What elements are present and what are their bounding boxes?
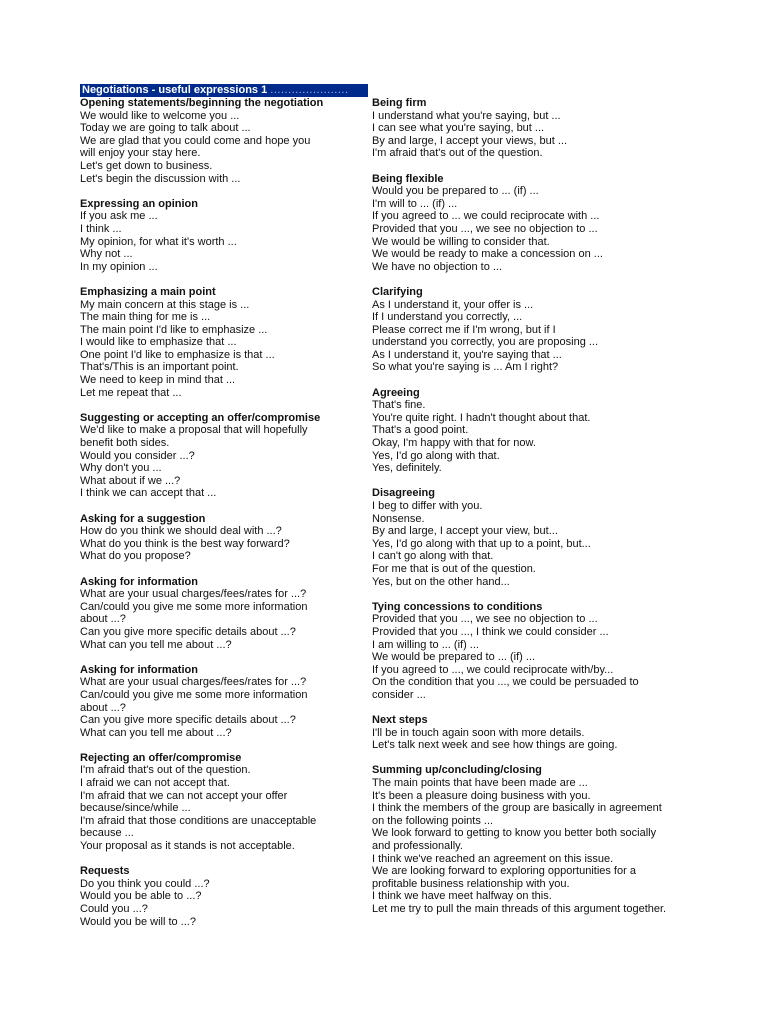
- expression-line: because ...: [80, 827, 134, 840]
- expression-line: That's/This is an important point.: [80, 361, 239, 374]
- left-sections: [80, 97, 370, 928]
- expression-line: So what you're saying is ... Am I right?: [372, 361, 559, 374]
- title-dots: ......................: [270, 84, 349, 96]
- expression-line: The main point I'd like to emphasize ...: [80, 323, 268, 336]
- expression-line: Can you give more specific details about ...?: [80, 714, 296, 727]
- expression-line: What do you propose?: [80, 550, 191, 563]
- expression-line: It's been a pleasure doing business with you.: [372, 789, 591, 802]
- section-heading: Asking for information: [80, 663, 198, 676]
- expression-line: We would be prepared to ... (if) ...: [372, 651, 536, 664]
- expression-line: I can see what you're saying, but ...: [372, 122, 545, 135]
- expression-line: We would like to welcome you ...: [80, 109, 240, 122]
- expression-line: Would you be able to ...?: [80, 890, 202, 903]
- expression-line: What are your usual charges/fees/rates for ...?: [80, 588, 307, 601]
- section-heading: Asking for information: [80, 575, 198, 588]
- expression-line: Let's begin the discussion with ...: [80, 172, 241, 185]
- section-heading: Asking for a suggestion: [80, 512, 206, 525]
- expression-line: We would be ready to make a concession on ...: [372, 248, 603, 261]
- expression-line: Can you give more specific details about ...?: [80, 625, 296, 638]
- section-asking-for-a-suggestion: [80, 513, 370, 563]
- expression-line: I think ...: [80, 222, 122, 235]
- expression-line: Could you ...?: [80, 903, 148, 915]
- expression-line: Provided that you ..., we see no objection to ...: [372, 222, 598, 235]
- expression-line: understand you correctly, you are proposing ...: [372, 336, 599, 349]
- section-heading: Suggesting or accepting an offer/compromise: [80, 411, 321, 424]
- expression-line: Yes, I'd go along with that up to a point, but...: [372, 537, 591, 550]
- expression-line: What can you tell me about ...?: [80, 638, 232, 651]
- expression-line: We have no objection to ...: [372, 260, 503, 273]
- expression-line: Let's talk next week and see how things are going.: [372, 739, 618, 752]
- expression-line: What do you think is the best way forward?: [80, 537, 290, 550]
- expression-line: By and large, I accept your views, but ...: [372, 134, 568, 147]
- expression-line: Yes, definitely.: [372, 462, 442, 475]
- expression-line: Provided that you ..., I think we could consider ...: [372, 625, 609, 638]
- expression-line: Let me try to pull the main threads of this argument together.: [372, 903, 667, 915]
- expression-line: If you ask me ...: [80, 210, 158, 223]
- expression-line: Would you consider ...?: [80, 449, 195, 462]
- section-heading: Tying concessions to conditions: [372, 600, 543, 613]
- section-heading: Rejecting an offer/compromise: [80, 751, 242, 764]
- expression-line: If I understand you correctly, ...: [372, 311, 523, 324]
- expression-line: Do you think you could ...?: [80, 877, 210, 890]
- section-rejecting-an-offer-compromise: [80, 752, 370, 853]
- expression-line: Your proposal as it stands is not acceptable.: [80, 840, 295, 853]
- section-heading: Being firm: [372, 97, 427, 109]
- expression-line: We need to keep in mind that ...: [80, 374, 236, 387]
- section-asking-for-information: [80, 664, 370, 740]
- expression-line: What can you tell me about ...?: [80, 726, 232, 739]
- section-heading: Being flexible: [372, 172, 444, 185]
- expression-line: I'm afraid that's out of the question.: [80, 764, 251, 777]
- expression-line: I'm afraid that we can not accept your offer: [80, 789, 288, 802]
- document-title: Negotiations - useful expressions 1: [82, 84, 268, 96]
- section-heading: Opening statements/beginning the negotiation: [80, 97, 324, 109]
- section-emphasizing-a-main-point: [80, 286, 370, 399]
- expression-line: Why not ...: [80, 248, 133, 261]
- expression-line: In my opinion ...: [80, 260, 158, 273]
- expression-line: I think we have meet halfway on this.: [372, 890, 552, 903]
- expression-line: What about if we ...?: [80, 474, 181, 487]
- expression-line: How do you think we should deal with ...?: [80, 525, 282, 538]
- expression-line: Okay, I'm happy with that for now.: [372, 437, 536, 450]
- section-heading: Disagreeing: [372, 487, 435, 500]
- expression-line: We would be willing to consider that.: [372, 235, 550, 248]
- expression-line: Why don't you ...: [80, 462, 162, 475]
- expression-line: about ...?: [80, 613, 126, 626]
- expression-line: My opinion, for what it's worth ...: [80, 235, 237, 248]
- section-expressing-an-opinion: [80, 198, 370, 274]
- section-agreeing: [372, 387, 702, 475]
- expression-line: We look forward to getting to know you better both socially: [372, 827, 657, 840]
- expression-line: The main points that have been made are ...: [372, 777, 588, 790]
- section-heading: Next steps: [372, 714, 428, 727]
- section-heading: Agreeing: [372, 386, 420, 399]
- expression-line: on the following points ...: [372, 814, 494, 827]
- expression-line: Let's get down to business.: [80, 159, 213, 172]
- expression-line: I think we've reached an agreement on this issue.: [372, 852, 614, 865]
- expression-line: My main concern at this stage is ...: [80, 298, 250, 311]
- expression-line: Nonsense.: [372, 512, 425, 525]
- section-being-flexible: [372, 173, 702, 274]
- section-disagreeing: [372, 487, 702, 588]
- expression-line: You're quite right. I hadn't thought about that.: [372, 411, 591, 424]
- section-summing-up-concluding-closing: [372, 764, 702, 915]
- expression-line: and professionally.: [372, 840, 463, 853]
- right-column: [372, 97, 702, 916]
- expression-line: As I understand it, your offer is ...: [372, 298, 534, 311]
- expression-line: I afraid we can not accept that.: [80, 777, 230, 790]
- expression-line: If you agreed to ..., we could reciprocate with/by...: [372, 663, 614, 676]
- expression-line: Yes, but on the other hand...: [372, 575, 510, 588]
- section-opening-statements-beginning-the-negotiation: [80, 97, 370, 185]
- expression-line: about ...?: [80, 701, 126, 714]
- section-heading: Clarifying: [372, 285, 423, 298]
- expression-line: As I understand it, you're saying that ...: [372, 348, 562, 361]
- expression-line: That's fine.: [372, 399, 426, 412]
- expression-line: because/since/while ...: [80, 802, 191, 815]
- expression-line: Please correct me if I'm wrong, but if I: [372, 323, 556, 336]
- expression-line: Yes, I'd go along with that.: [372, 449, 500, 462]
- section-asking-for-information: [80, 576, 370, 652]
- expression-line: Provided that you ..., we see no objection to ...: [372, 613, 598, 626]
- section-heading: Expressing an opinion: [80, 197, 198, 210]
- expression-line: Today we are going to talk about ...: [80, 122, 251, 135]
- section-tying-concessions-to-conditions: [372, 601, 702, 702]
- expression-line: I would like to emphasize that ...: [80, 336, 237, 349]
- expression-line: I'm will to ... (if) ...: [372, 197, 458, 210]
- expression-line: If you agreed to ... we could reciprocate with ...: [372, 210, 600, 223]
- expression-line: I beg to differ with you.: [372, 500, 483, 512]
- section-being-firm: [372, 97, 702, 160]
- expression-line: I think the members of the group are basically in agreement: [372, 802, 662, 815]
- expression-line: Would you be prepared to ... (if) ...: [372, 185, 539, 198]
- expression-line: What are your usual charges/fees/rates for ...?: [80, 676, 307, 689]
- expression-line: I'll be in touch again soon with more details.: [372, 726, 585, 739]
- section-heading: Requests: [80, 865, 130, 878]
- expression-line: profitable business relationship with you.: [372, 877, 570, 890]
- expression-line: We are glad that you could come and hope you: [80, 134, 311, 147]
- expression-line: Let me repeat that ...: [80, 386, 182, 399]
- expression-line: I'm afraid that's out of the question.: [372, 147, 543, 160]
- expression-line: Can/could you give me some more information: [80, 600, 308, 613]
- expression-line: For me that is out of the question.: [372, 562, 536, 575]
- expression-line: On the condition that you ..., we could be persuaded to: [372, 676, 639, 689]
- expression-line: By and large, I accept your view, but...: [372, 525, 558, 538]
- section-heading: Emphasizing a main point: [80, 285, 216, 298]
- expression-line: One point I'd like to emphasize is that ...: [80, 348, 275, 361]
- expression-line: We'd like to make a proposal that will hopefully: [80, 424, 308, 437]
- expression-line: I'm afraid that those conditions are unacceptable: [80, 814, 317, 827]
- section-next-steps: [372, 714, 702, 752]
- document-title-bar: [80, 84, 368, 97]
- expression-line: The main thing for me is ...: [80, 311, 211, 324]
- section-heading: Summing up/concluding/closing: [372, 764, 542, 777]
- expression-line: will enjoy your stay here.: [80, 147, 201, 160]
- expression-line: I am willing to ... (if) ...: [372, 638, 479, 651]
- expression-line: I can't go along with that.: [372, 550, 494, 563]
- expression-line: We are looking forward to exploring opportunities for a: [372, 865, 636, 878]
- right-sections: [372, 97, 702, 916]
- section-requests: [80, 865, 370, 928]
- left-column: [80, 84, 370, 928]
- expression-line: I think we can accept that ...: [80, 487, 217, 500]
- expression-line: benefit both sides.: [80, 437, 170, 450]
- expression-line: That's a good point.: [372, 424, 469, 437]
- expression-line: consider ...: [372, 688, 426, 701]
- expression-line: I understand what you're saying, but ...: [372, 109, 561, 122]
- expression-line: Can/could you give me some more information: [80, 688, 308, 701]
- expression-line: Would you be will to ...?: [80, 915, 196, 928]
- section-clarifying: [372, 286, 702, 374]
- section-suggesting-or-accepting-an-offer-compromise: [80, 412, 370, 500]
